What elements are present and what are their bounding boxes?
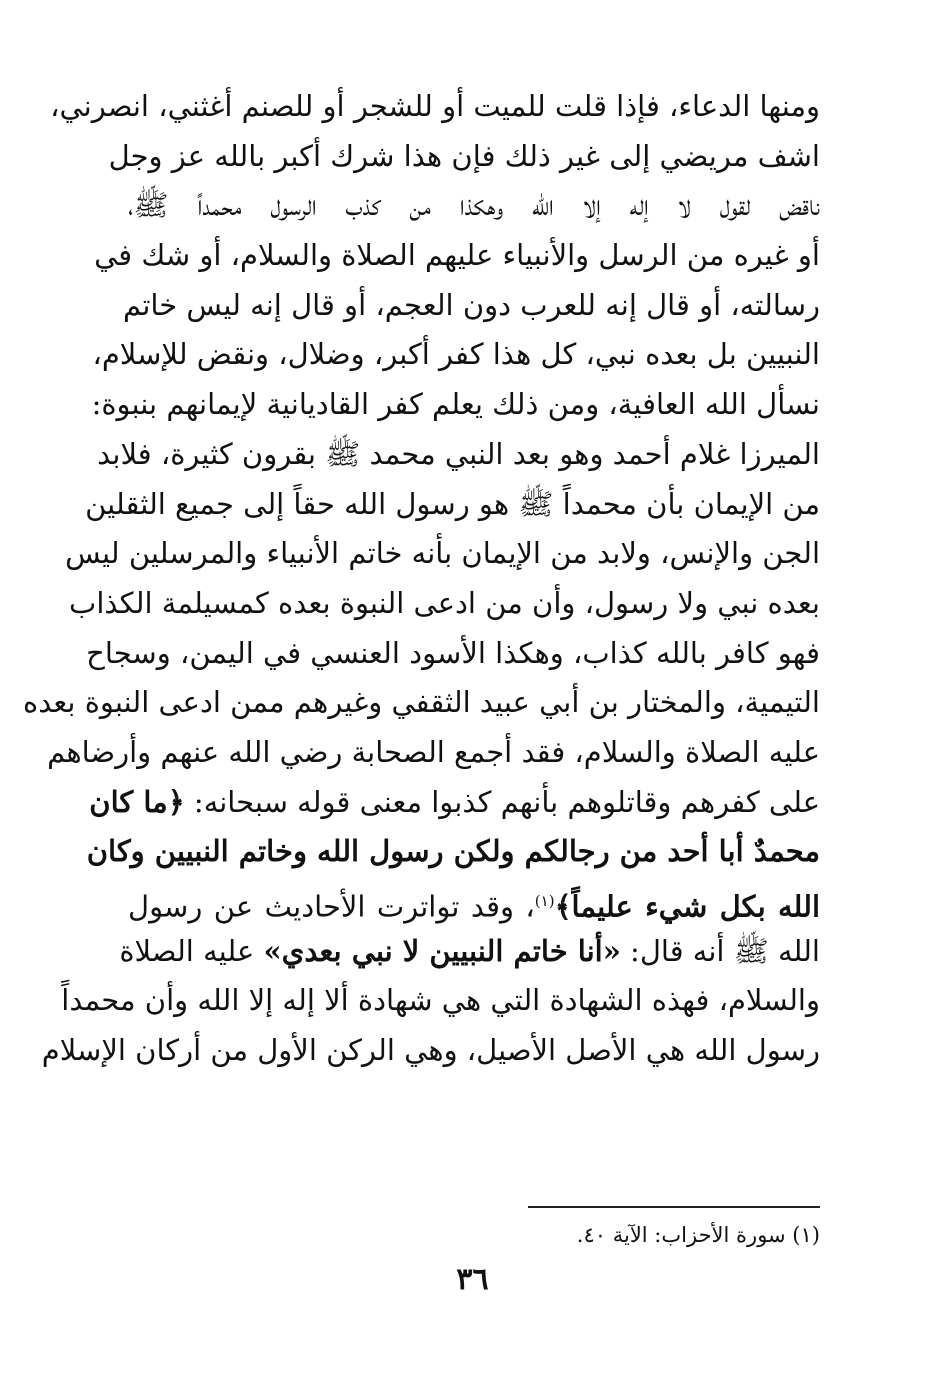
line-text: عليه الصلاة [119, 933, 255, 968]
quran-verse-line: محمدٌ أبا أحد من رجالكم ولكن رسول الله وخاتم النبيين وكان [86, 834, 820, 869]
text-line: عليه الصلاة والسلام، فقد أجمع الصحابة رضي الله عنهم وأرضاهم [47, 734, 820, 769]
text-line: الميرزا غلام أحمد وهو بعد النبي محمد ﷺ بقرون كثيرة، فلابد [97, 436, 820, 471]
line-text: ، وقد تواترت الأحاديث عن رسول [128, 889, 535, 924]
text-line [119, 927, 820, 977]
page-number: ٣٦ [456, 1262, 489, 1297]
text-line: فهو كافر بالله كذاب، وهكذا الأسود العنسي في اليمن، وسجاح [86, 635, 820, 670]
text-line: من الإيمان بأن محمداً ﷺ هو رسول الله حقاً إلى جميع الثقلين [85, 486, 820, 521]
text-line: الجن والإنس، ولابد من الإيمان بأنه خاتم الأنبياء والمرسلين ليس [65, 536, 820, 571]
quran-verse-start: ﴿ما كان [89, 784, 185, 819]
text-line: رسول الله هي الأصل الأصيل، وهي الركن الأول من أركان الإسلام [41, 1033, 820, 1068]
line-text: الله ﷺ أنه قال: [630, 933, 820, 968]
text-line: والسلام، فهذه الشهادة التي هي شهادة ألا إله إلا الله وأن محمداً [61, 983, 820, 1018]
text-line: النبيين بل بعده نبي، كل هذا كفر أكبر، وضلال، ونقض للإسلام، [92, 337, 820, 372]
footnote-divider [528, 1206, 820, 1208]
main-text [23, 82, 821, 1076]
text-line: أو غيره من الرسل والأنبياء عليهم الصلاة والسلام، أو شك في [94, 238, 820, 273]
line-text: على كفرهم وقاتلوهم بأنهم كذبوا معنى قوله سبحانه: [193, 784, 820, 819]
text-line: بعده نبي ولا رسول، وأن من ادعى النبوة بعده كمسيلمة الكذاب [69, 585, 820, 620]
text-line: ناقض لقول لا إله إلا الله وهكذا من كذب الرسول محمداً ﷺ، [128, 188, 820, 223]
hadith-quote: «أنا خاتم النبيين لا نبي بعدي» [263, 933, 621, 968]
footnote-marker: (١) [534, 892, 555, 910]
text-line: ومنها الدعاء، فإذا قلت للميت أو للشجر أو للصنم أغثني، انصرني، [50, 89, 820, 123]
text-line [89, 778, 820, 828]
text-line [128, 877, 820, 927]
text-line: نسأل الله العافية، ومن ذلك يعلم كفر القاديانية لإيمانهم بنبوة: [91, 387, 820, 422]
text-line: اشف مريضي إلى غير ذلك فإن هذا شرك أكبر بالله عز وجل [108, 138, 820, 173]
footnote: (١) سورة الأحزاب: الآية ٤٠. [576, 1223, 820, 1247]
text-line: رسالته، أو قال إنه للعرب دون العجم، أو قال إنه ليس خاتم [123, 287, 820, 322]
text-line: التيمية، والمختار بن أبي عبيد الثقفي وغيرهم ممن ادعى النبوة بعده [23, 685, 820, 720]
quran-verse-end: الله بكل شيء عليماً﴾ [554, 889, 821, 924]
